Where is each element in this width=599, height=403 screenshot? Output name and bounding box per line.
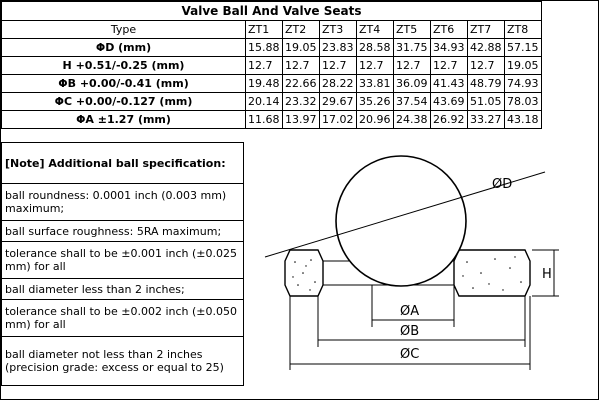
note-item: tolerance shall to be ±0.002 inch (±0.050 mm) for all bbox=[2, 300, 244, 337]
table-cell: 51.05 bbox=[468, 93, 505, 111]
table-cell: 22.66 bbox=[283, 75, 320, 93]
table-cell: 28.58 bbox=[357, 39, 394, 57]
table-cell: 28.22 bbox=[320, 75, 357, 93]
table-cell: 19.05 bbox=[505, 57, 542, 75]
table-cell: 12.7 bbox=[357, 57, 394, 75]
note-item: ball surface roughness: 5RA maximum; bbox=[2, 221, 244, 242]
row-label: ΦA ±1.27 (mm) bbox=[2, 111, 246, 129]
spec-table bbox=[1, 1, 542, 129]
notes-panel bbox=[1, 142, 244, 386]
header-zt2: ZT2 bbox=[283, 21, 320, 39]
note-item: tolerance shall to be ±0.001 inch (±0.025 mm) for all bbox=[2, 242, 244, 279]
label-a: ØA bbox=[400, 304, 420, 319]
note-item: ball diameter less than 2 inches; bbox=[2, 279, 244, 300]
table-cell: 36.09 bbox=[394, 75, 431, 93]
table-cell: 20.14 bbox=[246, 93, 283, 111]
note-item: ball roundness: 0.0001 inch (0.003 mm) maximum; bbox=[2, 184, 244, 221]
header-zt1: ZT1 bbox=[246, 21, 283, 39]
table-cell: 12.7 bbox=[283, 57, 320, 75]
table-row bbox=[2, 93, 542, 111]
table-row bbox=[2, 111, 542, 129]
header-zt6: ZT6 bbox=[431, 21, 468, 39]
table-cell: 33.27 bbox=[468, 111, 505, 129]
table-cell: 48.79 bbox=[468, 75, 505, 93]
row-label: ΦB +0.00/-0.41 (mm) bbox=[2, 75, 246, 93]
notes-heading: [Note] Additional ball specification: bbox=[2, 143, 244, 184]
table-cell: 42.88 bbox=[468, 39, 505, 57]
table-cell: 43.69 bbox=[431, 93, 468, 111]
table-cell: 12.7 bbox=[320, 57, 357, 75]
note-item: ball diameter not less than 2 inches (precision grade: excess or equal to 25) bbox=[2, 337, 244, 386]
header-zt3: ZT3 bbox=[320, 21, 357, 39]
table-cell: 23.83 bbox=[320, 39, 357, 57]
table-cell: 41.43 bbox=[431, 75, 468, 93]
diagram-svg bbox=[245, 142, 598, 399]
header-type: Type bbox=[2, 21, 246, 39]
table-row bbox=[2, 57, 542, 75]
table-cell: 34.93 bbox=[431, 39, 468, 57]
header-zt7: ZT7 bbox=[468, 21, 505, 39]
table-cell: 12.7 bbox=[246, 57, 283, 75]
table-cell: 26.92 bbox=[431, 111, 468, 129]
table-cell: 15.88 bbox=[246, 39, 283, 57]
header-zt5: ZT5 bbox=[394, 21, 431, 39]
table-cell: 31.75 bbox=[394, 39, 431, 57]
table-cell: 20.96 bbox=[357, 111, 394, 129]
table-cell: 29.67 bbox=[320, 93, 357, 111]
valve-ball bbox=[336, 156, 466, 286]
table-cell: 43.18 bbox=[505, 111, 542, 129]
header-zt4: ZT4 bbox=[357, 21, 394, 39]
label-c: ØC bbox=[400, 347, 420, 362]
table-cell: 13.97 bbox=[283, 111, 320, 129]
table-cell: 12.7 bbox=[394, 57, 431, 75]
valve-seat-diagram bbox=[245, 142, 598, 399]
row-label: ΦD (mm) bbox=[2, 39, 246, 57]
table-cell: 33.81 bbox=[357, 75, 394, 93]
table-cell: 23.32 bbox=[283, 93, 320, 111]
table-cell: 74.93 bbox=[505, 75, 542, 93]
seat-right-block bbox=[454, 250, 530, 296]
table-cell: 12.7 bbox=[468, 57, 505, 75]
table-cell: 17.02 bbox=[320, 111, 357, 129]
table-cell: 78.03 bbox=[505, 93, 542, 111]
label-h: H bbox=[542, 267, 552, 282]
label-d: ØD bbox=[492, 177, 513, 192]
table-row bbox=[2, 39, 542, 57]
header-zt8: ZT8 bbox=[505, 21, 542, 39]
table-cell: 24.38 bbox=[394, 111, 431, 129]
table-header-row bbox=[2, 21, 542, 39]
table-cell: 19.48 bbox=[246, 75, 283, 93]
table-cell: 11.68 bbox=[246, 111, 283, 129]
table-cell: 19.05 bbox=[283, 39, 320, 57]
table-cell: 12.7 bbox=[431, 57, 468, 75]
label-b: ØB bbox=[400, 324, 420, 339]
table-row bbox=[2, 75, 542, 93]
table-cell: 35.26 bbox=[357, 93, 394, 111]
row-label: H +0.51/-0.25 (mm) bbox=[2, 57, 246, 75]
table-title: Valve Ball And Valve Seats bbox=[2, 2, 542, 21]
seat-left-block bbox=[285, 250, 323, 296]
row-label: ΦC +0.00/-0.127 (mm) bbox=[2, 93, 246, 111]
table-cell: 57.15 bbox=[505, 39, 542, 57]
table-cell: 37.54 bbox=[394, 93, 431, 111]
